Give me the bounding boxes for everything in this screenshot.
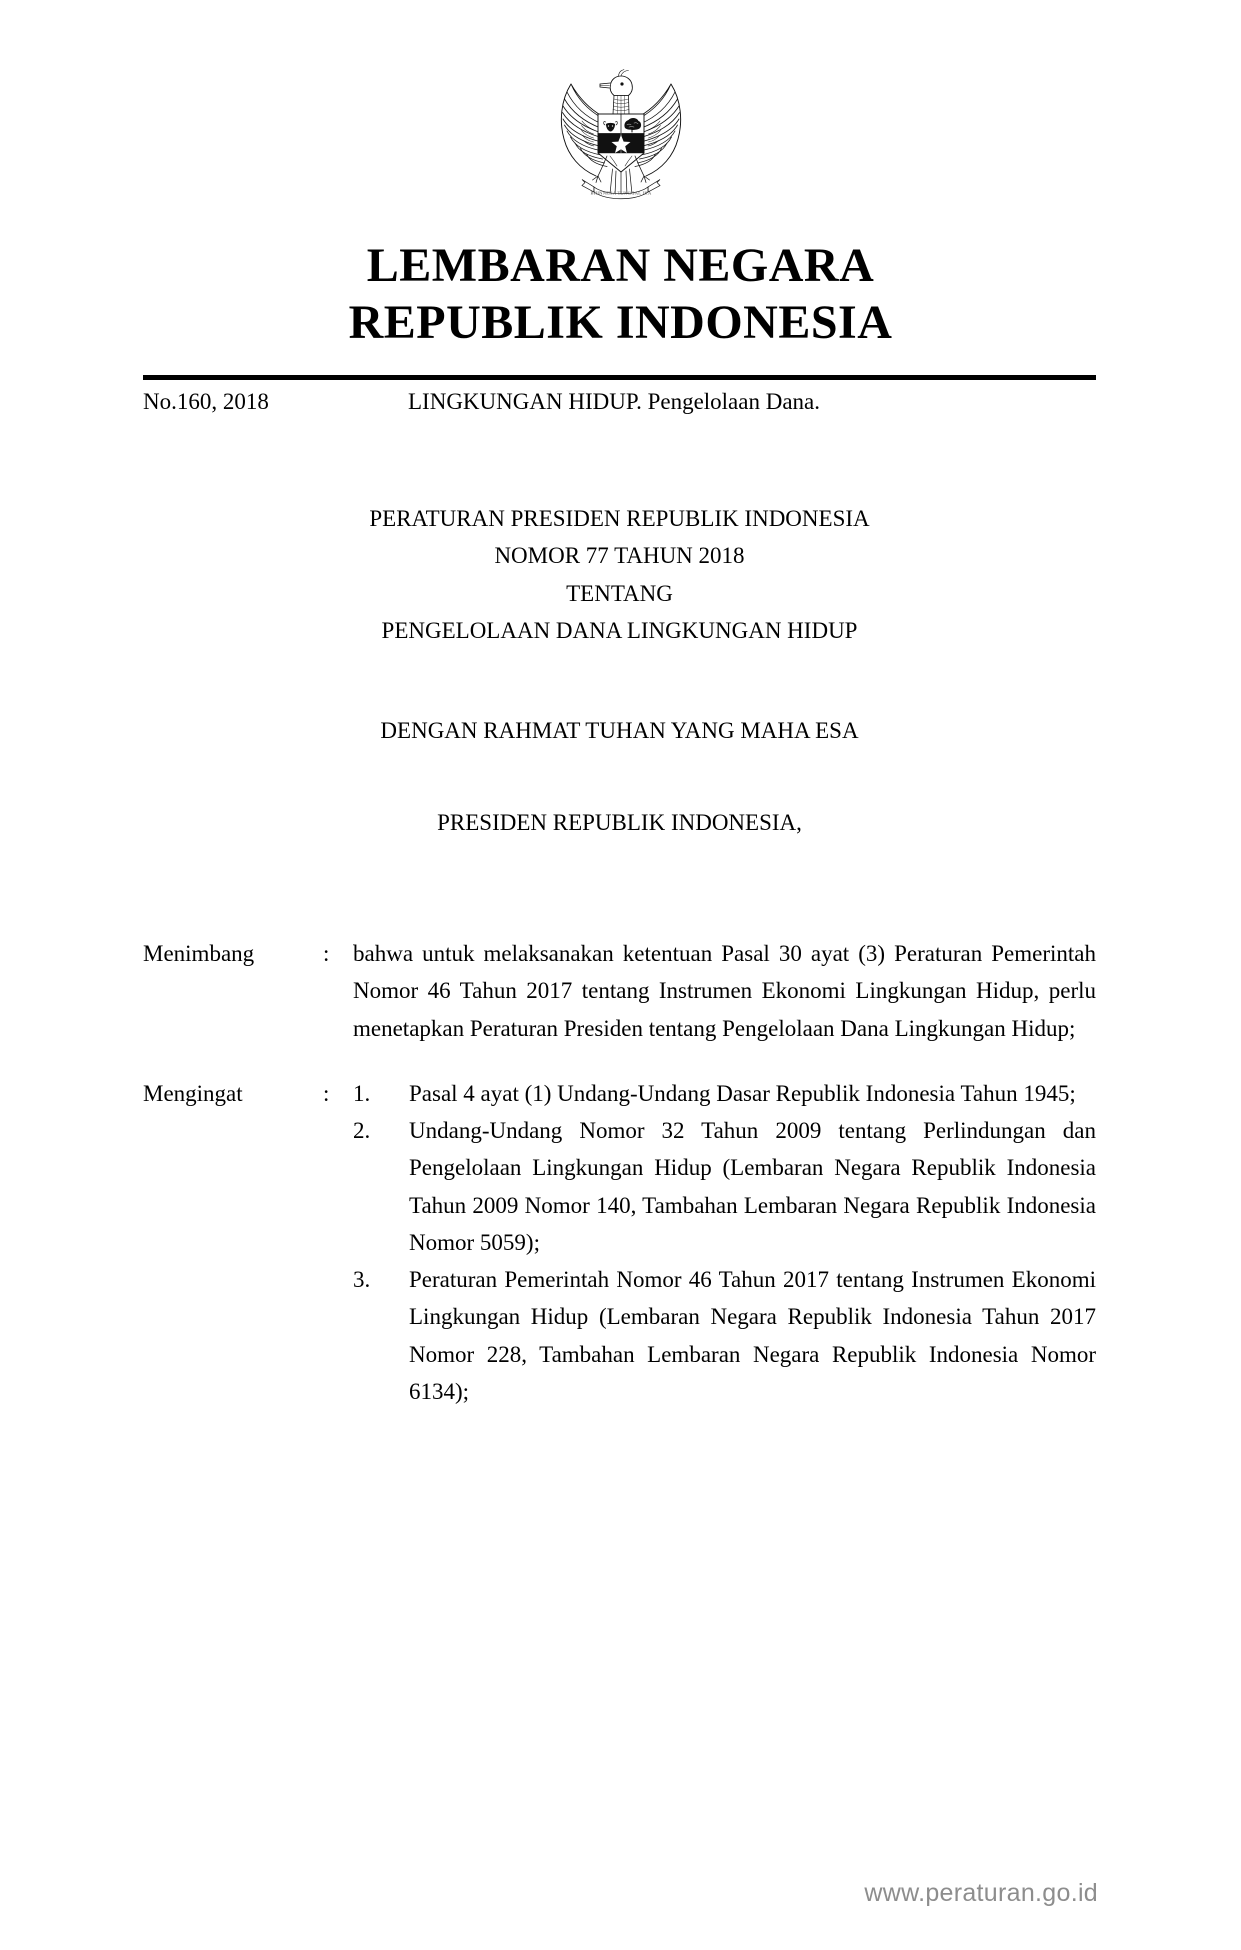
masthead-divider <box>143 375 1096 380</box>
clause-label-menimbang: Menimbang <box>143 941 255 966</box>
garuda-pancasila-emblem <box>545 58 697 203</box>
clause-colon-mengingat: : <box>323 1080 330 1106</box>
title-line-institution: PERATURAN PRESIDEN REPUBLIK INDONESIA <box>369 506 870 531</box>
list-item-text: Undang-Undang Nomor 32 Tahun 2009 tentang Perlindungan dan Pengelolaan Lingkungan Hidup (Lembaran Negara Republik Indonesia Tahun 2009 Nomor 140, Tambahan Lembaran Negara Republik Indonesia Nomor 5059); <box>409 1118 1096 1255</box>
svg-text:BHINNEKA TUNGGAL IKA: BHINNEKA TUNGGAL IKA <box>590 190 651 196</box>
list-item <box>353 1075 1096 1112</box>
clause-colon-menimbang: : <box>323 941 330 966</box>
list-item <box>353 1112 1096 1261</box>
list-item-marker: 2. <box>353 1118 371 1143</box>
masthead-line-1: LEMBARAN NEGARA <box>366 239 875 292</box>
title-line-number: NOMOR 77 TAHUN 2018 <box>494 543 745 569</box>
blessing-line: DENGAN RAHMAT TUHAN YANG MAHA ESA <box>380 718 859 743</box>
clause-label-mengingat: Mengingat <box>143 1080 243 1106</box>
clause-body-menimbang <box>353 935 1096 1047</box>
gazette-subject: LINGKUNGAN HIDUP. Pengelolaan Dana. <box>408 389 821 414</box>
clause-mengingat <box>143 1075 1096 1410</box>
list-item-marker: 3. <box>353 1267 371 1292</box>
gazette-number: No.160, 2018 <box>143 389 269 414</box>
footer-watermark: www.peraturan.go.id <box>864 1879 1098 1907</box>
list-item-text: Pasal 4 ayat (1) Undang-Undang Dasar Republik Indonesia Tahun 1945; <box>409 1080 1076 1106</box>
title-line-about: TENTANG <box>566 580 673 606</box>
emblem-container <box>0 58 1241 203</box>
clauses-section <box>143 935 1096 1438</box>
masthead-title <box>0 238 1241 351</box>
mengingat-list <box>353 1075 1096 1410</box>
gazette-header <box>143 385 1096 420</box>
regulation-title-block <box>143 500 1096 649</box>
menimbang-paragraph: bahwa untuk melaksanakan ketentuan Pasal 30 ayat (3) Peraturan Pemerintah Nomor 46 Tahun 2017 tentang Instrumen Ekonomi Lingkungan Hidup, perlu menetapkan Peraturan Presiden tentang Pengelolaan Dana Lingkungan Hidup; <box>353 941 1096 1041</box>
clause-body-mengingat <box>353 1075 1096 1410</box>
clause-menimbang <box>143 935 1096 1047</box>
masthead-line-2: REPUBLIK INDONESIA <box>348 295 893 349</box>
list-item-text: Peraturan Pemerintah Nomor 46 Tahun 2017 tentang Instrumen Ekonomi Lingkungan Hidup (Lembaran Negara Republik Indonesia Tahun 2017 Nomor 228, Tambahan Lembaran Negara Republik Indonesia Nomor 6134); <box>409 1267 1096 1404</box>
title-line-topic: PENGELOLAAN DANA LINGKUNGAN HIDUP <box>381 617 858 643</box>
list-item-marker: 1. <box>353 1080 371 1106</box>
list-item <box>353 1261 1096 1410</box>
president-line: PRESIDEN REPUBLIK INDONESIA, <box>437 810 802 835</box>
